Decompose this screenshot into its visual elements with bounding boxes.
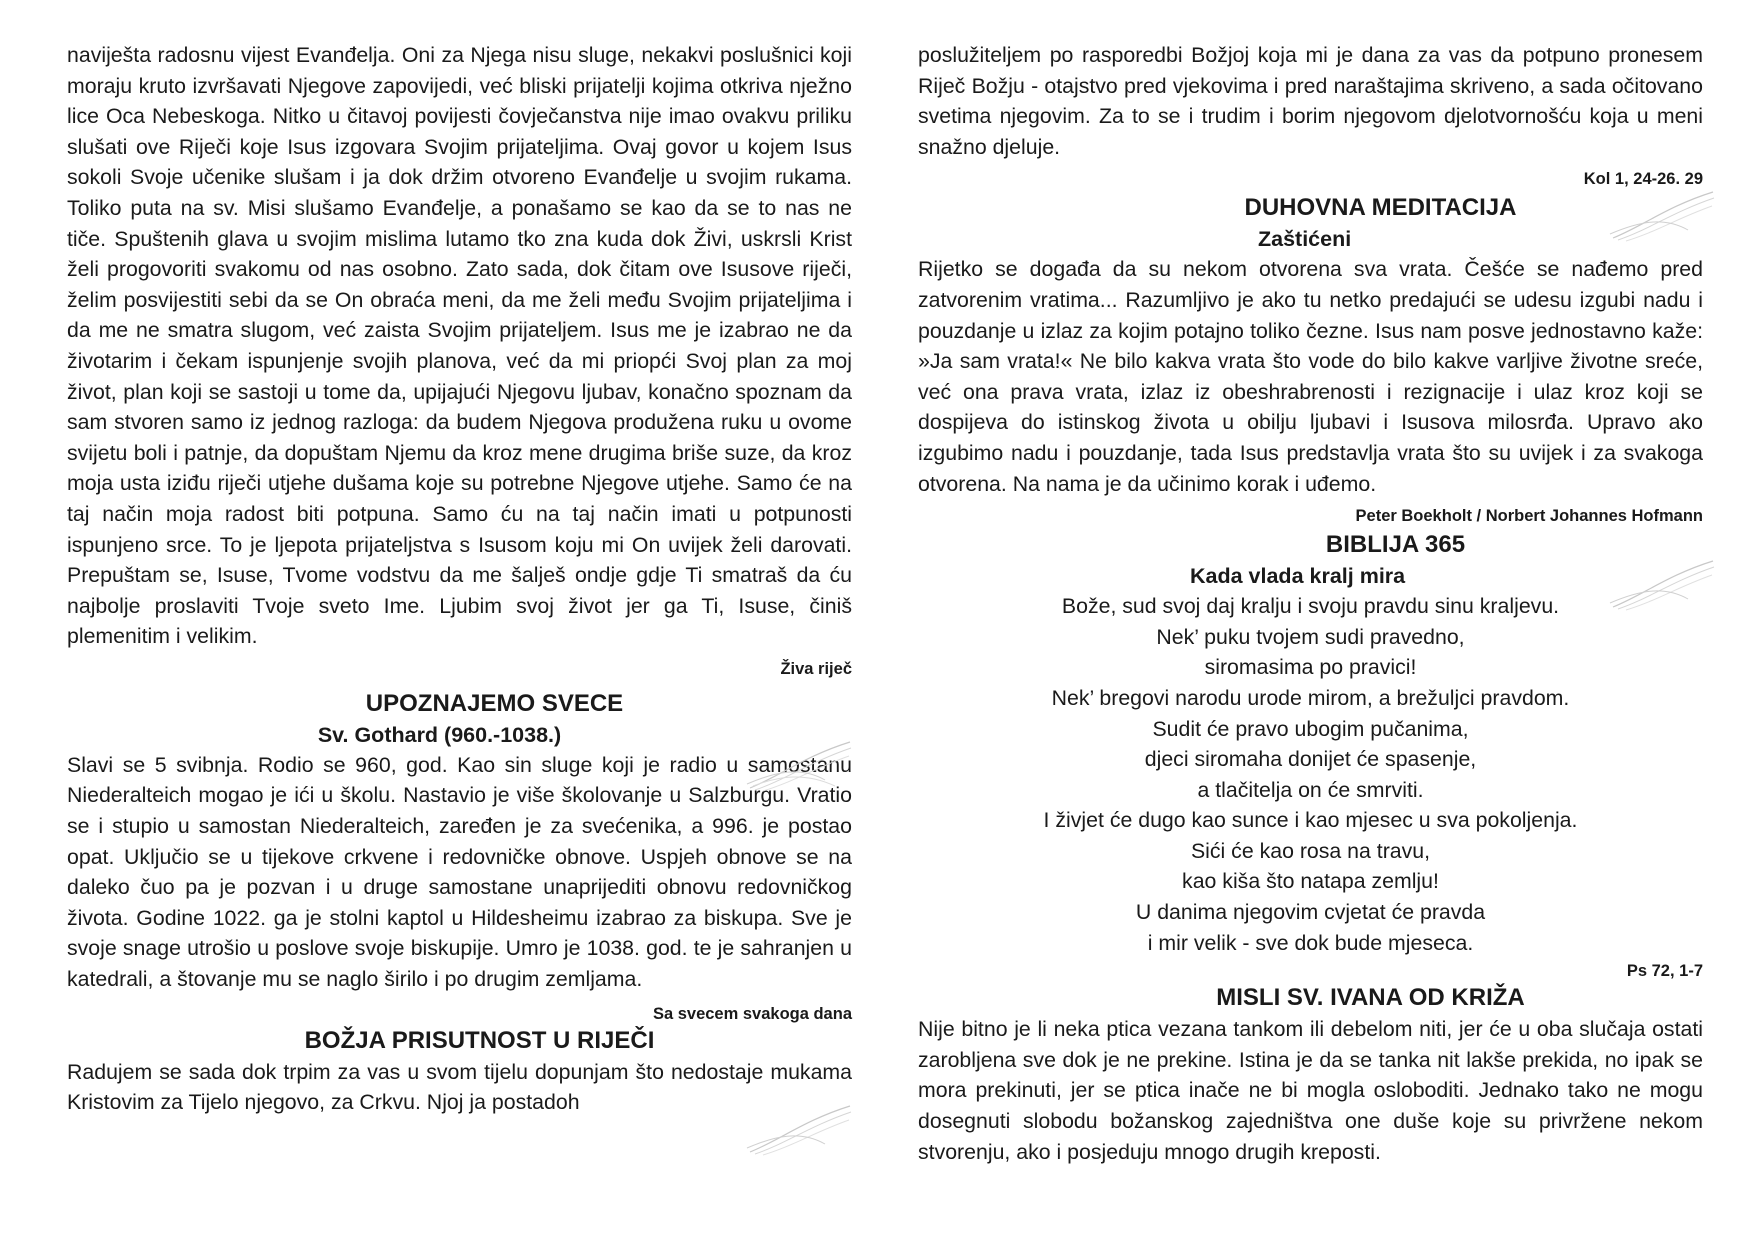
psalm-line: I živjet će dugo kao sunce i kao mjesec u sva pokoljenja. — [1043, 808, 1578, 833]
psalm-line: Nek’ puku tvojem sudi pravedno, — [1156, 624, 1465, 649]
psalm-line: a tlačitelja on će smrviti. — [1197, 777, 1424, 802]
psalm-line: Nek’ bregovi narodu urode mirom, a brežuljci pravdom. — [1051, 685, 1570, 710]
saints-paragraph: Slavi se 5 svibnja. Rodio se 960, god. Kao sin sluge koji je radio u samostanu Niederalteich mogao je ići u školu. Nastavio je više školovanje u Salzburgu. Vratio se i stupio u samostan Niederalteich, zaređen je za svećenika, a 996. je postao opat. Uključio se u tijekove crkvene i redovničke obnove. Uspjeh obnove se na daleko čuo pa je pozvan i u druge samostane unaprijediti obnovu redovničkog života. Godine 1022. ga je stolni kaptol u Hildesheimu izabrao za biskupa. Sve je svoje snage utrošio u poslove svoje biskupije. Umro je 1038. god. te je sahranjen u katedrali, a štovanje mu se naglo širilo i po drugim zemljama. — [67, 752, 852, 992]
presence-source: Kol 1, 24-26. 29 — [1583, 170, 1703, 189]
meditation-paragraph: Rijetko se događa da su nekom otvorena sva vrata. Češće se nađemo pred zatvorenim vratima... Razumljivo je ako tu netko predajući se udesu izgubi nadu i pouzdanje u izlaz za kojim potajno toliko čezne. Isus nam posve jednostavno kaže: »Ja sam vrata!« Ne bilo kakva vrata što vode do bilo kakve varljive životne sreće, već ona prava vrata, izlaz iz obeshrabrenosti i rezignacije i ulaz kroz koji se dospijeva do istinskog života u obilju ljubavi i Isusova milosrđa. Upravo ako izgubimo nadu i pouzdanje, tada Isus predstavlja vrata što su uvijek i za svakoga otvorena. Na nama je da učinimo korak i uđemo. — [918, 257, 1703, 496]
right-column — [918, 40, 1703, 1167]
psalm-line: kao kiša što natapa zemlju! — [1182, 869, 1439, 894]
psalm-line: Bože, sud svoj daj kralju i svoju pravdu sinu kraljevu. — [1061, 594, 1560, 619]
presence-heading-text: BOŽJA PRISUTNOST U RIJEČI — [304, 1026, 655, 1054]
meditation-heading-text: DUHOVNA MEDITACIJA — [1244, 194, 1517, 222]
meditation-heading — [918, 192, 1703, 224]
bible-source: Ps 72, 1-7 — [1626, 962, 1703, 981]
bible-subheading: Kada vlada kralj mira — [1190, 564, 1406, 589]
psalm-line: siromasima po pravici! — [1204, 655, 1417, 680]
swirl-decoration-icon — [745, 736, 855, 794]
psalm-line: Sudit će pravo ubogim pučanima, — [1152, 716, 1469, 741]
saints-subheading: Sv. Gothard (960.-1038.) — [317, 722, 562, 747]
swirl-decoration-icon — [745, 1100, 855, 1158]
presence-paragraph: Radujem se sada dok trpim za vas u svom tijelu dopunjam što nedostaje mukama Kristovim za Tijelo njegovo, za Crkvu. Njoj ja postadoh — [67, 1059, 852, 1115]
presence-continued-paragraph: poslužiteljem po rasporedbi Božjoj koja mi je dana za vas da potpuno pronesem Riječ Božju - otajstvo pred vjekovima i pred naraštajima skriveno, a sada očitovano svetima njegovim. Za to se i trudim i borim njegovom djelotvornošću koja u meni snažno djeluje. — [918, 43, 1703, 159]
meditation-subheading: Zaštićeni — [1258, 227, 1352, 252]
bible-psalm — [918, 591, 1703, 958]
presence-heading — [67, 1025, 852, 1057]
left-column — [67, 40, 852, 1118]
bible-heading-text: BIBLIJA 365 — [1325, 531, 1466, 559]
psalm-line: i mir velik - sve dok bude mjeseca. — [1147, 930, 1474, 955]
saints-heading-text: UPOZNAJEMO SVECE — [365, 689, 624, 717]
intro-source: Živa riječ — [780, 659, 852, 678]
bible-heading — [918, 529, 1703, 561]
psalm-line: U danima njegovim cvjetat će pravda — [1135, 900, 1486, 925]
psalm-line: Sići će kao rosa na travu, — [1190, 838, 1431, 863]
meditation-source: Peter Boekholt / Norbert Johannes Hofmann — [1355, 507, 1703, 526]
saints-source: Sa svecem svakoga dana — [652, 1004, 852, 1023]
thoughts-heading-text: MISLI SV. IVANA OD KRIŽA — [1216, 984, 1525, 1012]
swirl-decoration-icon — [1608, 555, 1718, 613]
intro-paragraph: naviješta radosnu vijest Evanđelja. Oni za Njega nisu sluge, nekakvi poslušnici koji moraju kruto izvršavati Njegove zapovijedi, već bliski prijatelji kojima otkriva nježno lice Oca Nebeskoga. Nitko u čitavoj povijesti čovječanstva nije imao ovakvu priliku slušati ove Riječi koje Isus izgovara Svojim prijateljima. Ovaj govor u kojem Isus sokoli Svoje učenike slušam i ja dok držim otvoreno Evanđelje u svojim rukama. Toliko puta na sv. Misi slušamo Evanđelje, a ponašamo se kao da se to nas ne tiče. Spuštenih glava u svojim mislima lutamo tko zna kuda dok Živi, uskrsli Krist želi progovoriti svakomu od nas osobno. Zato sada, dok čitam ove Isusove riječi, želim posvijestiti sebi da se On obraća meni, da me želi među Svojim prijateljima i da me ne smatra slugom, već zaista Svojim prijateljem. Isus me je izabrao ne da životarim i čekam ispunjenje svojih planova, već da mi priopći Svoj plan za moj život, plan koji se sastoji u tome da, upijajući Njegovu ljubav, konačno spoznam da sam stvoren samo iz jednog razloga: da budem Njegova produžena ruku u ovome svijetu boli i patnje, da dopuštam Njemu da kroz mene drugima briše suze, da kroz moja usta iziđu riječi utjehe dušama koje su potrebne Njegove utjehe. Samo će na taj način moja radost biti potpuna. Samo ću na taj način imati u potpunosti ispunjeno srce. To je ljepota prijateljstva s Isusom koju mi On uvijek želi darovati. Prepuštam se, Isuse, Tvome vodstvu da me šalješ ondje gdje Ti smatraš da ću najbolje proslaviti Tvoje sveto Ime. Ljubim svoj život jer ga Ti, Isuse, činiš plemenitim i velikim. — [67, 43, 852, 649]
thoughts-paragraph: Nije bitno je li neka ptica vezana tankom ili debelom niti, jer će u oba slučaja ostati zarobljena sve dok je ne prekine. Istina je da se tanka nit lakše prekida, no ipak se mora prekinuti, jer se ptica inače ne bi mogla osloboditi. Jednako tako ne mogu dosegnuti slobodu božanskog zajedništva one duše koje su privržene nekom stvorenju, ako i posjeduju mnogo drugih kreposti. — [918, 1017, 1703, 1164]
psalm-line: djeci siromaha donijet će spasenje, — [1144, 747, 1477, 772]
swirl-decoration-icon — [1608, 186, 1718, 244]
saints-heading — [67, 688, 852, 720]
thoughts-heading — [918, 982, 1703, 1014]
